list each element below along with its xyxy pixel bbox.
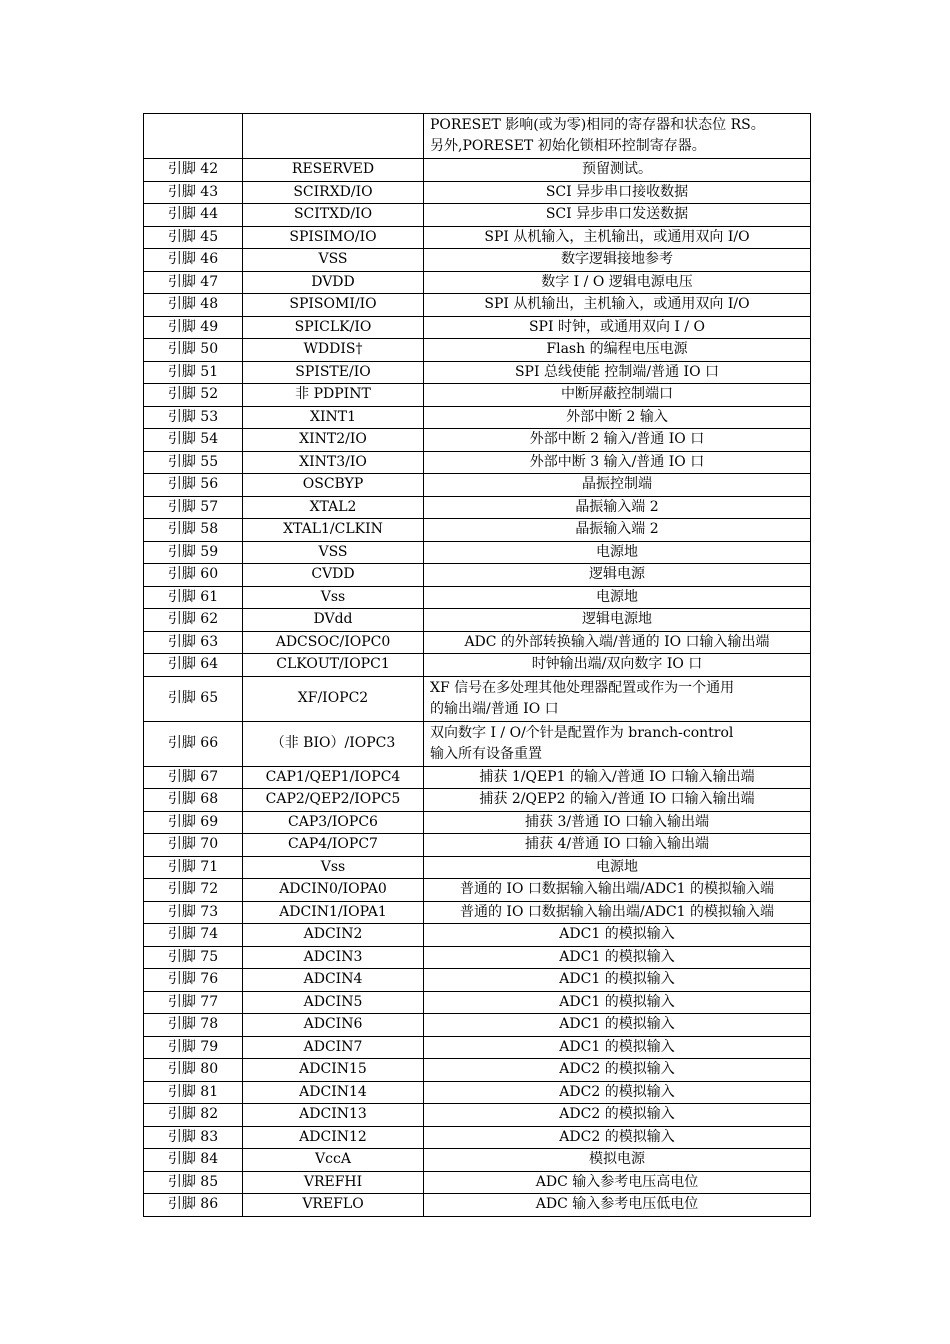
description-cell: ADC2 的模拟输入	[424, 1104, 811, 1127]
pin-cell: 引脚 78	[144, 1014, 243, 1037]
pin-cell: 引脚 66	[144, 721, 243, 766]
signal-name-cell: SPISIMO/IO	[243, 226, 424, 249]
description-cell: 逻辑电源	[424, 564, 811, 587]
table-row	[144, 204, 811, 227]
table-row	[144, 294, 811, 317]
pin-table-body	[144, 114, 811, 1217]
table-row	[144, 226, 811, 249]
description-cell: 外部中断 2 输入/普通 IO 口	[424, 429, 811, 452]
pin-cell: 引脚 81	[144, 1081, 243, 1104]
pin-cell	[144, 114, 243, 159]
pin-cell: 引脚 62	[144, 609, 243, 632]
description-cell: 捕获 1/QEP1 的输入/普通 IO 口输入输出端	[424, 766, 811, 789]
table-row	[144, 1059, 811, 1082]
pin-cell: 引脚 77	[144, 991, 243, 1014]
table-row	[144, 631, 811, 654]
table-row	[144, 564, 811, 587]
pin-cell: 引脚 67	[144, 766, 243, 789]
pin-cell: 引脚 79	[144, 1036, 243, 1059]
signal-name-cell: WDDIS†	[243, 339, 424, 362]
pin-cell: 引脚 44	[144, 204, 243, 227]
table-row	[144, 1014, 811, 1037]
table-row	[144, 181, 811, 204]
signal-name-cell: ADCIN5	[243, 991, 424, 1014]
signal-name-cell: ADCIN15	[243, 1059, 424, 1082]
signal-name-cell: OSCBYP	[243, 474, 424, 497]
description-cell: 数字 I / O 逻辑电源电压	[424, 271, 811, 294]
description-cell: ADC1 的模拟输入	[424, 946, 811, 969]
pin-cell: 引脚 80	[144, 1059, 243, 1082]
pin-cell: 引脚 65	[144, 676, 243, 721]
pin-cell: 引脚 59	[144, 541, 243, 564]
table-row	[144, 834, 811, 857]
description-cell: 数字逻辑接地参考	[424, 249, 811, 272]
signal-name-cell: ADCIN1/IOPA1	[243, 901, 424, 924]
pin-cell: 引脚 86	[144, 1194, 243, 1217]
description-cell: 逻辑电源地	[424, 609, 811, 632]
description-cell: 捕获 4/普通 IO 口输入输出端	[424, 834, 811, 857]
table-row	[144, 946, 811, 969]
table-row	[144, 969, 811, 992]
signal-name-cell: VREFHI	[243, 1171, 424, 1194]
description-cell: 晶振输入端 2	[424, 519, 811, 542]
signal-name-cell: VSS	[243, 249, 424, 272]
signal-name-cell: Vss	[243, 856, 424, 879]
table-row	[144, 271, 811, 294]
description-cell: ADC 输入参考电压高电位	[424, 1171, 811, 1194]
signal-name-cell: DVDD	[243, 271, 424, 294]
pin-cell: 引脚 61	[144, 586, 243, 609]
description-cell: 电源地	[424, 541, 811, 564]
description-cell: ADC1 的模拟输入	[424, 924, 811, 947]
description-cell: 预留测试。	[424, 159, 811, 182]
signal-name-cell: ADCSOC/IOPC0	[243, 631, 424, 654]
pin-cell: 引脚 72	[144, 879, 243, 902]
description-line: 的输出端/普通 IO 口	[430, 700, 559, 717]
pin-cell: 引脚 75	[144, 946, 243, 969]
table-row	[144, 924, 811, 947]
table-row	[144, 1081, 811, 1104]
table-row	[144, 339, 811, 362]
pin-table	[143, 113, 811, 1217]
table-row	[144, 316, 811, 339]
signal-name-cell: SPISTE/IO	[243, 361, 424, 384]
description-line: 输入所有设备重置	[430, 745, 542, 762]
description-cell: SCI 异步串口发送数据	[424, 204, 811, 227]
pin-cell: 引脚 46	[144, 249, 243, 272]
description-cell: Flash 的编程电压电源	[424, 339, 811, 362]
table-row	[144, 609, 811, 632]
pin-cell: 引脚 55	[144, 451, 243, 474]
description-cell: 外部中断 2 输入	[424, 406, 811, 429]
pin-cell: 引脚 43	[144, 181, 243, 204]
description-cell: ADC1 的模拟输入	[424, 1036, 811, 1059]
table-row	[144, 1194, 811, 1217]
pin-cell: 引脚 64	[144, 654, 243, 677]
table-row	[144, 811, 811, 834]
signal-name-cell: Vss	[243, 586, 424, 609]
description-cell: SPI 从机输出，主机输入，或通用双向 I/O	[424, 294, 811, 317]
description-cell: 时钟输出端/双向数字 IO 口	[424, 654, 811, 677]
description-cell: ADC1 的模拟输入	[424, 991, 811, 1014]
signal-name-cell: SCITXD/IO	[243, 204, 424, 227]
table-row	[144, 586, 811, 609]
description-cell	[424, 114, 811, 159]
table-row	[144, 159, 811, 182]
description-cell: ADC1 的模拟输入	[424, 1014, 811, 1037]
table-row	[144, 496, 811, 519]
signal-name-cell: XF/IOPC2	[243, 676, 424, 721]
table-row	[144, 1036, 811, 1059]
pin-cell: 引脚 70	[144, 834, 243, 857]
signal-name-cell: ADCIN4	[243, 969, 424, 992]
pin-cell: 引脚 60	[144, 564, 243, 587]
table-row	[144, 406, 811, 429]
table-row	[144, 1104, 811, 1127]
signal-name-cell: ADCIN0/IOPA0	[243, 879, 424, 902]
pin-cell: 引脚 68	[144, 789, 243, 812]
signal-name-cell: ADCIN3	[243, 946, 424, 969]
table-row	[144, 451, 811, 474]
pin-cell: 引脚 85	[144, 1171, 243, 1194]
table-row	[144, 474, 811, 497]
signal-name-cell: CAP4/IOPC7	[243, 834, 424, 857]
table-row-continued	[144, 114, 811, 159]
pin-cell: 引脚 73	[144, 901, 243, 924]
signal-name-cell: ADCIN6	[243, 1014, 424, 1037]
pin-cell: 引脚 69	[144, 811, 243, 834]
table-row	[144, 384, 811, 407]
signal-name-cell: XINT1	[243, 406, 424, 429]
signal-name-cell: CAP3/IOPC6	[243, 811, 424, 834]
description-cell: SPI 从机输入，主机输出，或通用双向 I/O	[424, 226, 811, 249]
signal-name-cell: SPICLK/IO	[243, 316, 424, 339]
signal-name-cell: SCIRXD/IO	[243, 181, 424, 204]
pin-cell: 引脚 56	[144, 474, 243, 497]
description-cell: 晶振输入端 2	[424, 496, 811, 519]
pin-cell: 引脚 82	[144, 1104, 243, 1127]
description-line: 双向数字 I / O/个针是配置作为 branch-control	[430, 724, 734, 741]
description-cell: 捕获 3/普通 IO 口输入输出端	[424, 811, 811, 834]
pin-cell: 引脚 54	[144, 429, 243, 452]
table-row	[144, 856, 811, 879]
description-cell: 外部中断 3 输入/普通 IO 口	[424, 451, 811, 474]
description-cell: 普通的 IO 口数据输入输出端/ADC1 的模拟输入端	[424, 901, 811, 924]
signal-name-cell: CLKOUT/IOPC1	[243, 654, 424, 677]
description-cell: 中断屏蔽控制端口	[424, 384, 811, 407]
pin-cell: 引脚 51	[144, 361, 243, 384]
table-row	[144, 429, 811, 452]
table-row	[144, 1149, 811, 1172]
description-cell: 电源地	[424, 856, 811, 879]
signal-name-cell: XINT3/IO	[243, 451, 424, 474]
description-cell: 晶振控制端	[424, 474, 811, 497]
description-cell: 捕获 2/QEP2 的输入/普通 IO 口输入输出端	[424, 789, 811, 812]
pin-cell: 引脚 63	[144, 631, 243, 654]
pin-cell: 引脚 84	[144, 1149, 243, 1172]
table-row	[144, 721, 811, 766]
description-cell: ADC 的外部转换输入端/普通的 IO 口输入输出端	[424, 631, 811, 654]
description-cell: SPI 时钟，或通用双向 I / O	[424, 316, 811, 339]
description-cell	[424, 676, 811, 721]
signal-name-cell: VccA	[243, 1149, 424, 1172]
description-line: PORESET 影响(或为零)相同的寄存器和状态位 RS。	[430, 117, 765, 133]
description-cell: ADC2 的模拟输入	[424, 1081, 811, 1104]
pin-cell: 引脚 47	[144, 271, 243, 294]
table-row	[144, 1171, 811, 1194]
table-row	[144, 789, 811, 812]
description-cell: ADC2 的模拟输入	[424, 1059, 811, 1082]
description-cell: 普通的 IO 口数据输入输出端/ADC1 的模拟输入端	[424, 879, 811, 902]
signal-name-cell: DVdd	[243, 609, 424, 632]
pin-cell: 引脚 42	[144, 159, 243, 182]
pin-cell: 引脚 50	[144, 339, 243, 362]
table-row	[144, 361, 811, 384]
table-row	[144, 1126, 811, 1149]
signal-name-cell: （非 BIO）/IOPC3	[243, 721, 424, 766]
pin-cell: 引脚 71	[144, 856, 243, 879]
signal-name-cell: CAP2/QEP2/IOPC5	[243, 789, 424, 812]
signal-name-cell: ADCIN13	[243, 1104, 424, 1127]
pin-cell: 引脚 83	[144, 1126, 243, 1149]
signal-name-cell: ADCIN7	[243, 1036, 424, 1059]
table-row	[144, 519, 811, 542]
signal-name-cell	[243, 114, 424, 159]
signal-name-cell: CAP1/QEP1/IOPC4	[243, 766, 424, 789]
signal-name-cell: XINT2/IO	[243, 429, 424, 452]
signal-name-cell: XTAL2	[243, 496, 424, 519]
pin-cell: 引脚 48	[144, 294, 243, 317]
pin-cell: 引脚 52	[144, 384, 243, 407]
pin-cell: 引脚 49	[144, 316, 243, 339]
pin-cell: 引脚 58	[144, 519, 243, 542]
description-line: 另外,PORESET 初始化锁相环控制寄存器。	[430, 138, 706, 154]
description-cell: 电源地	[424, 586, 811, 609]
description-cell: ADC2 的模拟输入	[424, 1126, 811, 1149]
table-row	[144, 676, 811, 721]
table-row	[144, 541, 811, 564]
table-row	[144, 654, 811, 677]
table-row	[144, 901, 811, 924]
pin-cell: 引脚 57	[144, 496, 243, 519]
pin-cell: 引脚 53	[144, 406, 243, 429]
description-cell: ADC1 的模拟输入	[424, 969, 811, 992]
signal-name-cell: ADCIN12	[243, 1126, 424, 1149]
pin-cell: 引脚 74	[144, 924, 243, 947]
table-row	[144, 991, 811, 1014]
signal-name-cell: VSS	[243, 541, 424, 564]
signal-name-cell: 非 PDPINT	[243, 384, 424, 407]
table-row	[144, 249, 811, 272]
table-row	[144, 879, 811, 902]
signal-name-cell: CVDD	[243, 564, 424, 587]
description-cell: SPI 总线使能 控制端/普通 IO 口	[424, 361, 811, 384]
signal-name-cell: VREFLO	[243, 1194, 424, 1217]
description-cell: SCI 异步串口接收数据	[424, 181, 811, 204]
description-line: XF 信号在多处理其他处理器配置或作为一个通用	[430, 679, 735, 696]
pin-cell: 引脚 76	[144, 969, 243, 992]
signal-name-cell: XTAL1/CLKIN	[243, 519, 424, 542]
description-cell: ADC 输入参考电压低电位	[424, 1194, 811, 1217]
table-row	[144, 766, 811, 789]
signal-name-cell: ADCIN14	[243, 1081, 424, 1104]
signal-name-cell: ADCIN2	[243, 924, 424, 947]
pin-cell: 引脚 45	[144, 226, 243, 249]
description-cell: 模拟电源	[424, 1149, 811, 1172]
description-cell	[424, 721, 811, 766]
signal-name-cell: SPISOMI/IO	[243, 294, 424, 317]
signal-name-cell: RESERVED	[243, 159, 424, 182]
